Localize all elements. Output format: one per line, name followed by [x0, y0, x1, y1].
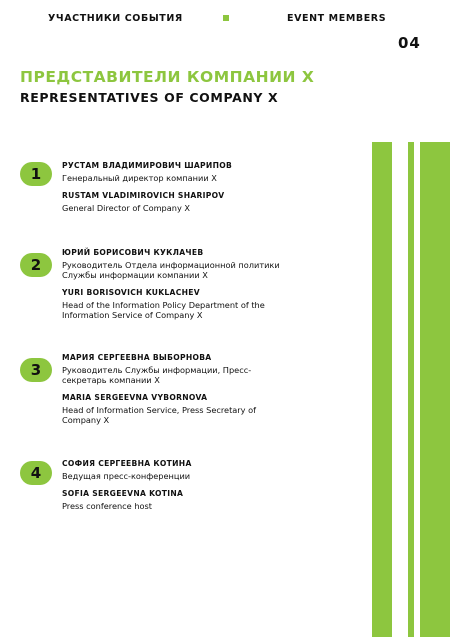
header-left-title: УЧАСТНИКИ СОБЫТИЯ	[48, 13, 183, 24]
member-role-ru: Руководитель Отдела информационной политики Службы информации компании Х	[62, 260, 280, 280]
member-name-en: MARIA SERGEEVNA VYBORNOVA	[62, 393, 208, 402]
member-role-ru: Руководитель Службы информации, Пресс-секретарь компании Х	[62, 365, 252, 385]
member-number-badge: 2	[20, 253, 52, 277]
member-name-en: YURI BORISOVICH KUKLACHEV	[62, 288, 200, 297]
page-title-ru: ПРЕДСТАВИТЕЛИ КОМПАНИИ Х	[20, 68, 315, 86]
member-name-ru: МАРИЯ СЕРГЕЕВНА ВЫБОРНОВА	[62, 353, 212, 362]
member-name-ru: СОФИЯ СЕРГЕЕВНА КОТИНА	[62, 459, 192, 468]
decorative-stripe-wide	[372, 142, 392, 637]
member-name-en: SOFIA SERGEEVNA KOTINA	[62, 489, 184, 498]
member-number-badge: 4	[20, 461, 52, 485]
member-name-ru: ЮРИЙ БОРИСОВИЧ КУКЛАЧЕВ	[62, 248, 204, 257]
decorative-stripe-thin	[408, 142, 414, 637]
header-square-icon	[223, 15, 229, 21]
member-role-en: Head of Information Service, Press Secretary of Company X	[62, 405, 257, 425]
member-number-badge: 3	[20, 358, 52, 382]
member-role-en: Press conference host	[62, 501, 152, 511]
decorative-stripe-edge	[420, 142, 450, 637]
member-role-ru: Ведущая пресс-конференции	[62, 471, 191, 481]
member-role-en: Head of the Information Policy Department of the Information Service of Company X	[62, 300, 265, 320]
page-title-en: REPRESENTATIVES OF COMPANY X	[20, 90, 279, 105]
member-name-ru: РУСТАМ ВЛАДИМИРОВИЧ ШАРИПОВ	[62, 161, 233, 170]
member-role-en: General Director of Company X	[62, 203, 191, 213]
member-name-en: RUSTAM VLADIMIROVICH SHARIPOV	[62, 191, 225, 200]
member-number-badge: 1	[20, 162, 52, 186]
member-role-ru: Генеральный директор компании Х	[62, 173, 217, 183]
header-right-title: EVENT MEMBERS	[287, 13, 387, 24]
page-number: 04	[398, 34, 421, 52]
